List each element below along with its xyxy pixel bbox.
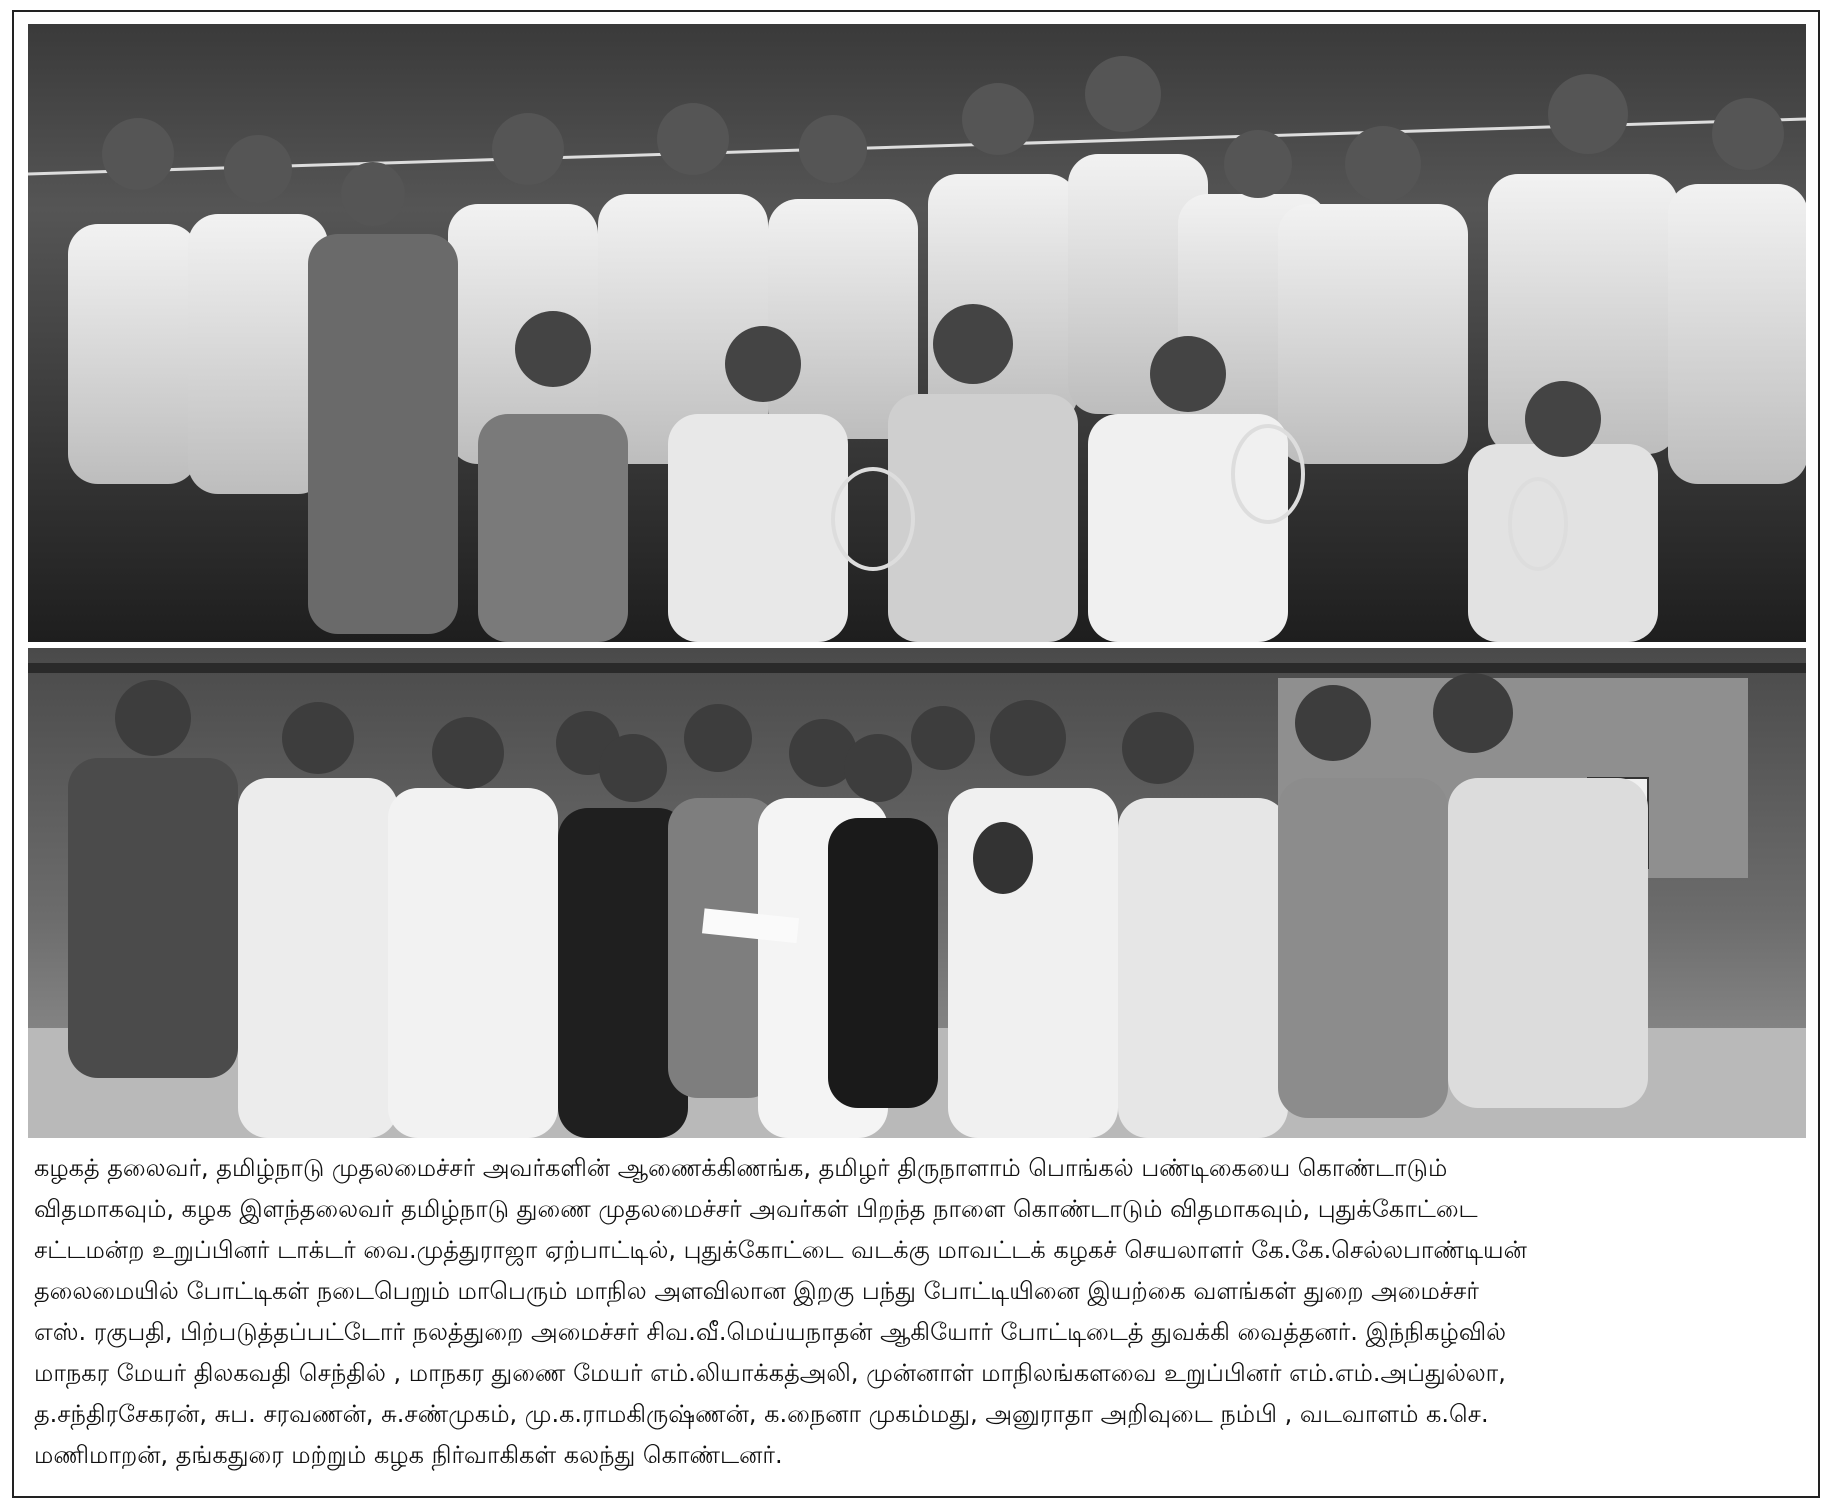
- caption-line: எஸ். ரகுபதி, பிற்படுத்தப்பட்டோர் நலத்துறை அமைச்சர் சிவ.வீ.மெய்யநாதன் ஆகியோர் போட்டிடைத் துவக்கி வைத்தனர். இந்நிகழ்வில்: [34, 1318, 1507, 1346]
- caption-line: த.சந்திரசேகரன், சுப. சரவணன், சு.சண்முகம், மு.க.ராமகிருஷ்ணன், க.நைனா முகம்மது, அனுராதா அறிவுடை நம்பி , வடவாளம் க.செ.: [34, 1400, 1489, 1428]
- top-group-photo-drawing: [28, 24, 1806, 642]
- caption-line: விதமாகவும், கழக இளந்தலைவர் தமிழ்நாடு துணை முதலமைச்சர் அவர்கள் பிறந்த நாளை கொண்டாடும் விதமாகவும், புதுக்கோட்டை: [34, 1195, 1478, 1223]
- newspaper-clipping: [12, 10, 1820, 1498]
- top-group-photo: [28, 24, 1806, 642]
- caption-line: தலைமையில் போட்டிகள் நடைபெறும் மாபெரும் மாநில அளவிலான இறகு பந்து போட்டியினை இயற்கை வளங்கள் துறை அமைச்சர்: [34, 1277, 1479, 1305]
- caption-line: மணிமாறன், தங்கதுரை மற்றும் கழக நிர்வாகிகள் கலந்து கொண்டனர்.: [34, 1441, 783, 1469]
- caption-line: மாநகர மேயர் திலகவதி செந்தில் , மாநகர துணை மேயர் எம்.லியாக்கத்அலி, முன்னாள் மாநிலங்களவை உறுப்பினர் எம்.எம்.அப்துல்லா,: [34, 1359, 1506, 1387]
- caption-line: சட்டமன்ற உறுப்பினர் டாக்டர் வை.முத்துராஜா ஏற்பாட்டில், புதுக்கோட்டை வடக்கு மாவட்டக் கழகச் செயலாளர் கே.கே.செல்லபாண்டியன்: [34, 1236, 1527, 1264]
- bottom-prize-photo: [28, 648, 1806, 1138]
- caption-line: கழகத் தலைவர், தமிழ்நாடு முதலமைச்சர் அவர்களின் ஆணைக்கிணங்க, தமிழர் திருநாளாம் பொங்கல் பண்டிகையை கொண்டாடும்: [34, 1154, 1448, 1182]
- news-caption: [34, 1148, 1804, 1488]
- bottom-prize-photo-drawing: [28, 648, 1806, 1138]
